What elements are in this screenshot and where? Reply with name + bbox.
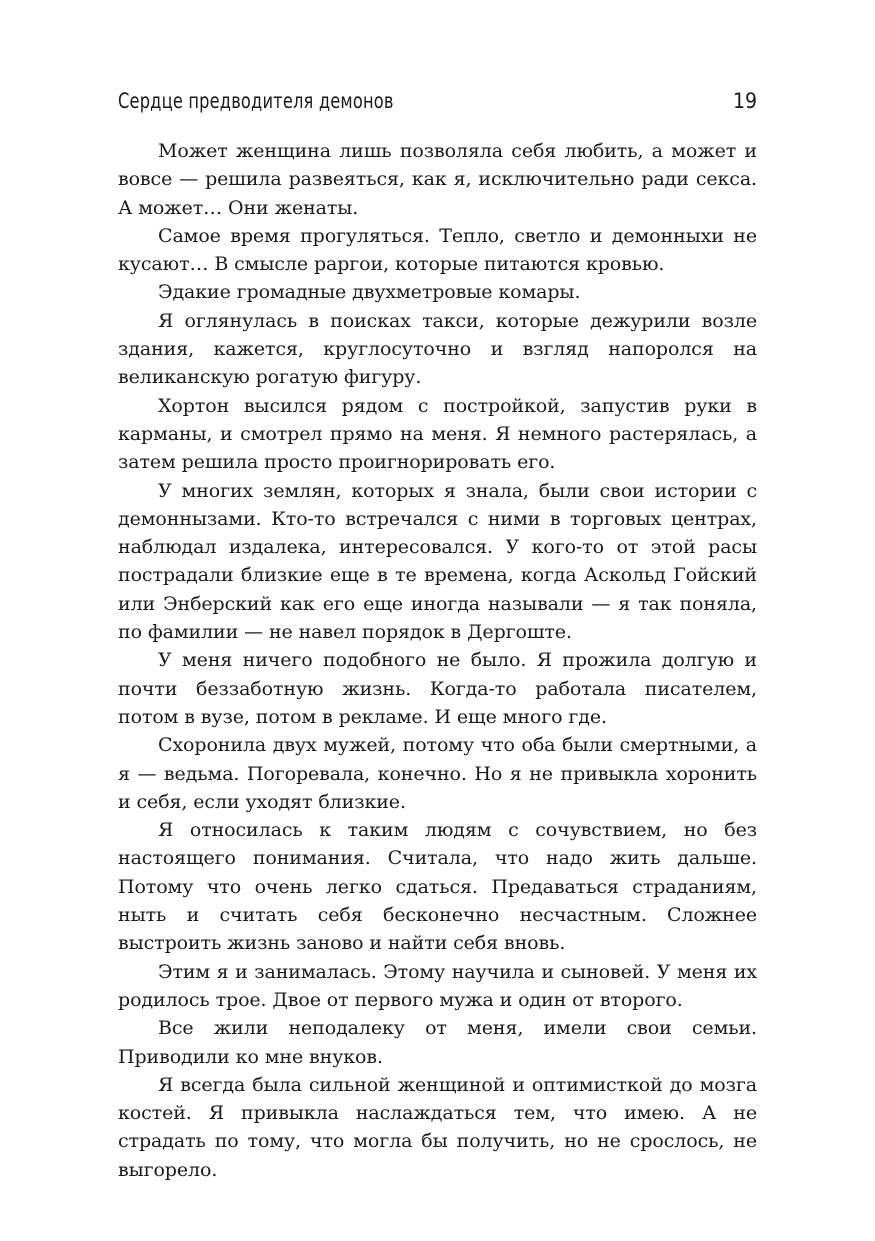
book-title: Сердце предводителя демонов: [118, 89, 394, 113]
paragraph: Я всегда была сильной женщиной и оптимисткой до мозга костей. Я привыкла наслаждаться тем, что имею. А не страдать по тому, что могла бы получить, но не срослось, не выгорело.: [118, 1073, 757, 1181]
paragraph: У меня ничего подобного не было. Я прожила долгую и почти беззаботную жизнь. Когда-то работала писателем, потом в вузе, потом в рекламе. И еще много где.: [118, 649, 757, 728]
paragraph: У многих землян, которых я знала, были свои истории с демоннызами. Кто-то встречался с ними в торговых центрах, наблюдал издалека, интересовался. У кого-то от этой расы пострадали близкие еще в те времена, когда Аскольд Гойский или Энберский как его еще иногда называли — я так поняла, по фамилии — не навел порядок в Дергоште.: [118, 479, 757, 644]
page-number: 19: [732, 89, 757, 113]
paragraph: Я оглянулась в поисках такси, которые дежурили возле здания, кажется, круглосуточно и взгляд напоролся на великанскую рогатую фигуру.: [118, 309, 757, 389]
paragraph: Самое время прогуляться. Тепло, светло и демонныхи не кусают… В смысле раргои, которые питаются кровью.: [118, 224, 757, 276]
paragraph: Я относилась к таким людям с сочувствием, но без настоящего понимания. Считала, что надо жить дальше. Потому что очень легко сдаться. Предаваться страданиям, ныть и считать себя бесконечно несчастным. Сложнее выстроить жизнь заново и найти себя вновь.: [118, 819, 757, 955]
running-header: [118, 86, 757, 116]
body-text: [118, 137, 757, 1184]
book-page: [118, 0, 757, 1241]
paragraph: Может женщина лишь позволяла себя любить, а может и вовсе — решила развеяться, как я, исключительно ради секса. А может… Они женаты.: [118, 140, 757, 219]
paragraph: Все жили неподалеку от меня, имели свои семьи. Приводили ко мне внуков.: [118, 1017, 757, 1068]
paragraph: Схоронила двух мужей, потому что оба были смертными, а я — ведьма. Погоревала, конечно. Но я не привыкла хоронить и себя, если уходят близкие.: [118, 734, 757, 813]
paragraph: Эдакие громадные двухметровые комары.: [158, 281, 581, 304]
paragraph: Хортон высился рядом с постройкой, запустив руки в карманы, и смотрел прямо на меня. Я немного растерялась, а затем решила просто проигнорировать его.: [118, 394, 757, 474]
paragraph: Этим я и занималась. Этому научила и сыновей. У меня их родилось трое. Двое от первого мужа и один от второго.: [118, 960, 757, 1011]
